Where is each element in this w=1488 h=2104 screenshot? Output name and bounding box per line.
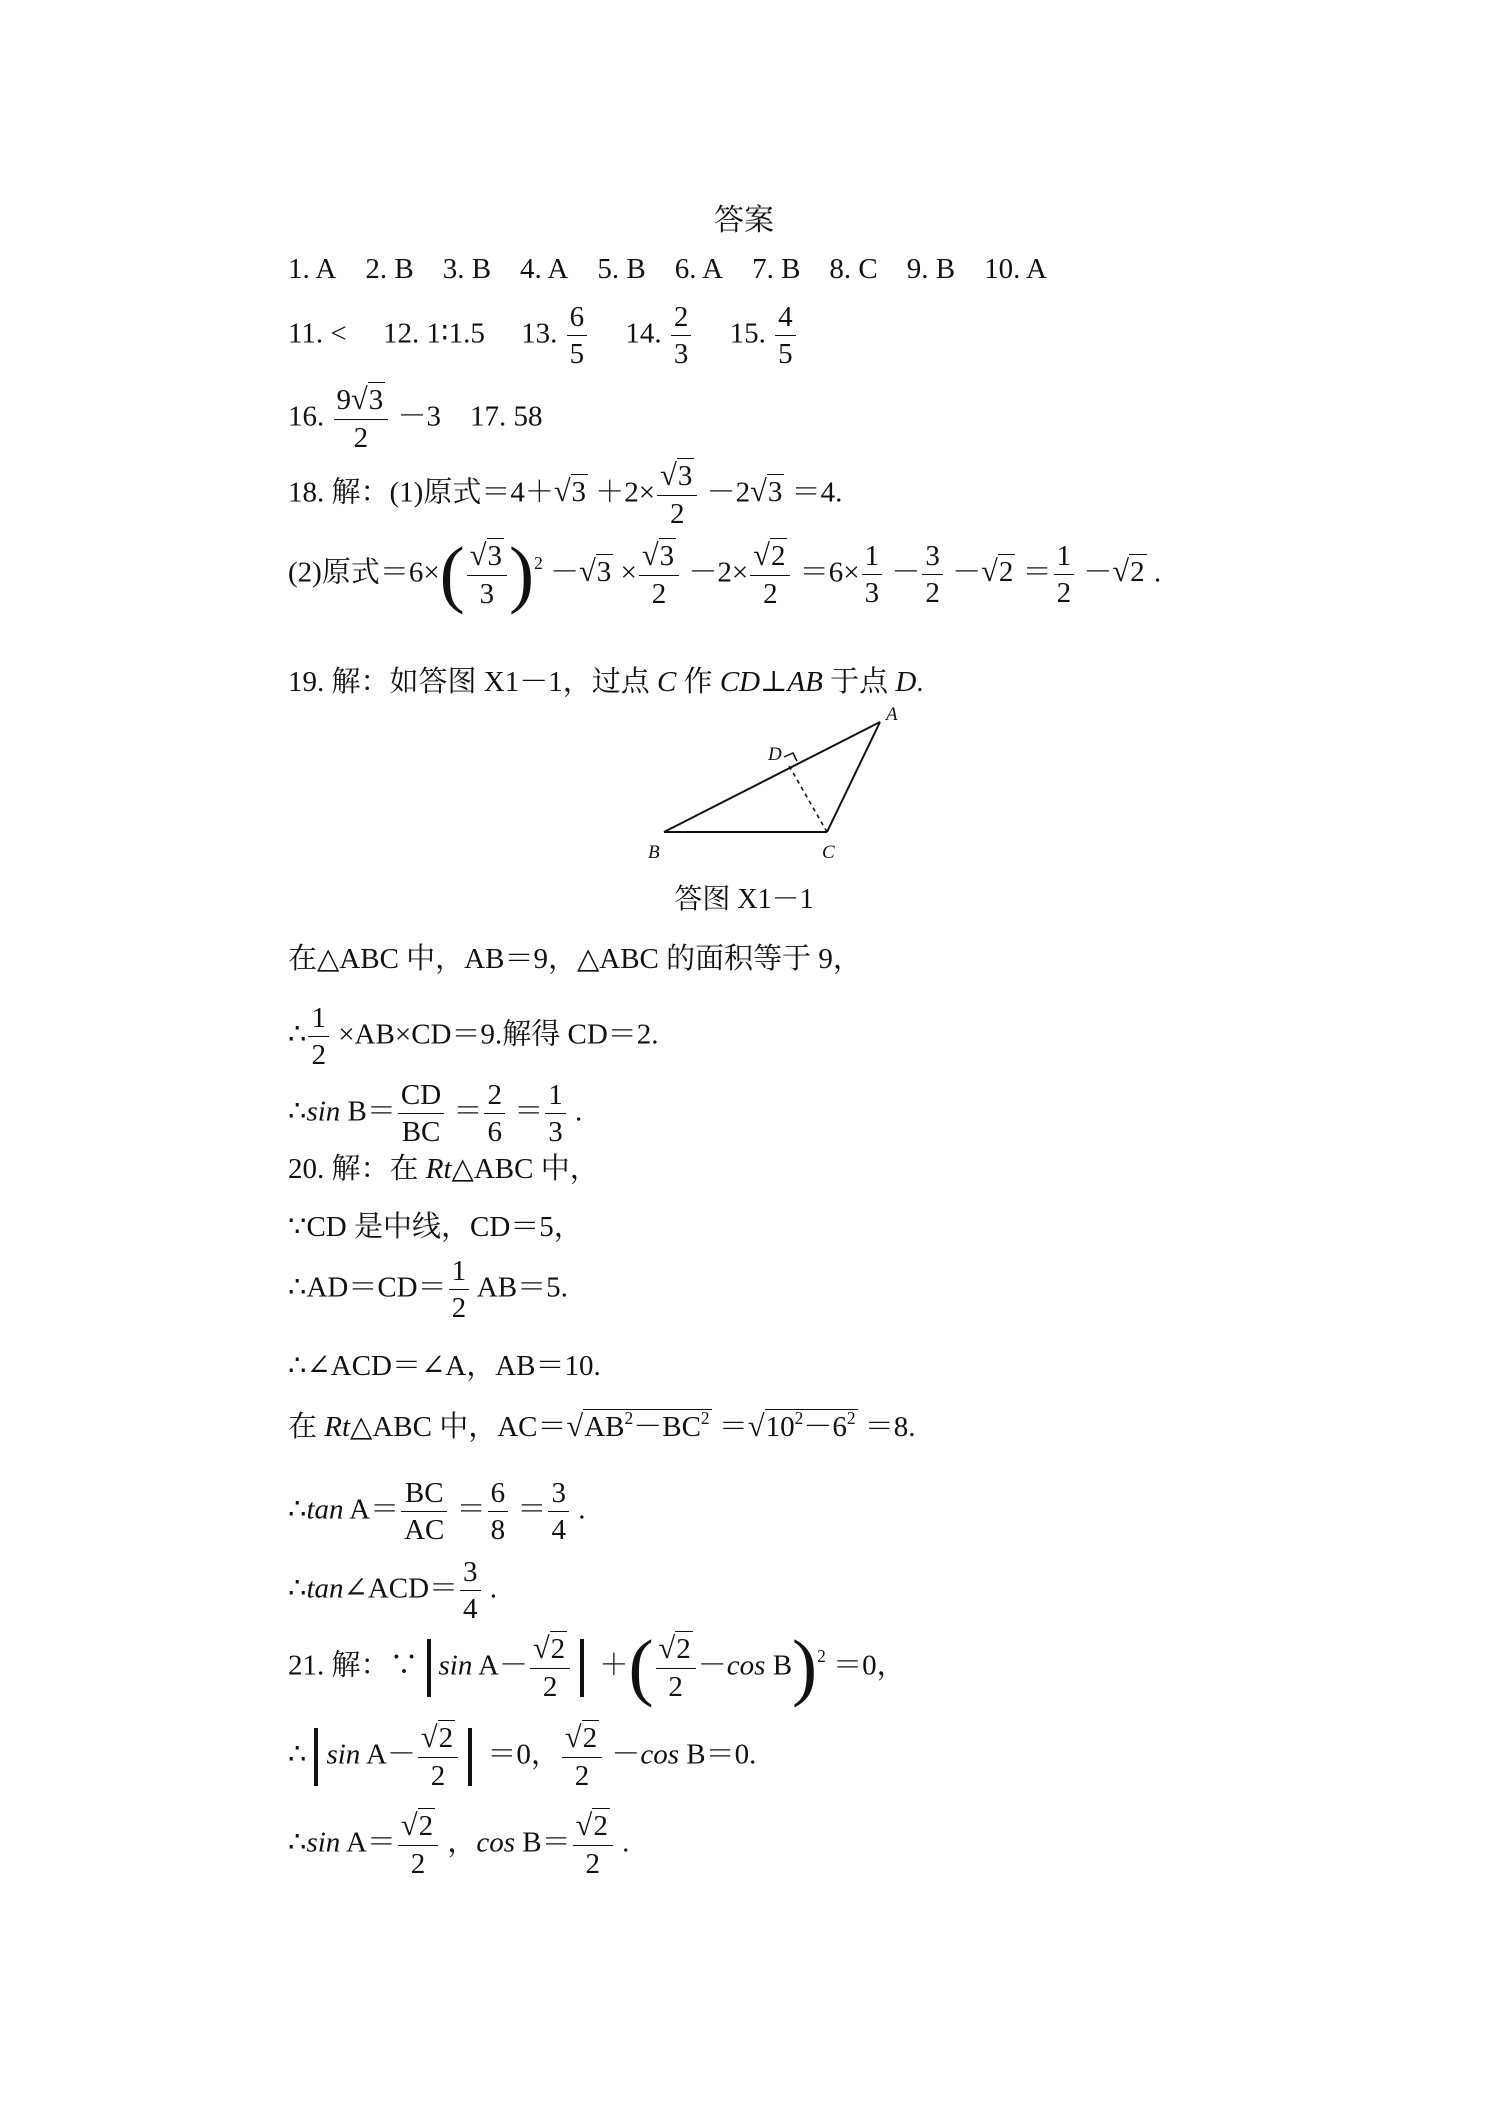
q18-fraction: $\frac{√3}{2}$: [657, 460, 697, 529]
q20-line-2: ∵CD 是中线，CD＝5，: [288, 1211, 583, 1243]
answer-10: 10. A: [984, 253, 1047, 285]
answer-13-label: 13.: [521, 317, 558, 350]
answer-12: 12. 1∶1.5: [383, 317, 485, 350]
answer-9: 9. B: [906, 253, 956, 285]
answer-2: 2. B: [365, 253, 414, 285]
q19-step-2: ∴ $\frac{1}{2}$ ×AB×CD＝9.解得 CD＝2.: [288, 1002, 659, 1072]
side-ab: [664, 722, 880, 832]
label-b: B: [648, 842, 660, 863]
q20-line-1: 20. 解：在 Rt△ABC 中，: [288, 1153, 599, 1185]
figure-caption: 答图 X1－1: [674, 884, 814, 915]
answer-15-fraction: $\frac{4}{5}$: [775, 302, 796, 370]
right-angle-mark: [784, 753, 797, 761]
q18-line-2: (2)原式＝6×( $\frac{√3}{3}$ )$^2$ －√3 × $\frac{√3}{2}$ －2× $\frac{√2}{2}$ ＝6× $\frac{1}{3}$ － $\frac{3}{2}$ －√2 ＝ $\frac{1}{2}$ －√2 .: [288, 532, 1162, 616]
q20-line-6: ∴tan A＝ $\frac{BC}{AC}$ ＝ $\frac{6}{8}$ ＝ $\frac{3}{4}$ .: [288, 1477, 586, 1547]
q18-line-1: 18. 解：(1)原式＝4＋√3 ＋2× $\frac{√3}{2}$ －2√3 ＝4.: [288, 458, 843, 530]
q20-line-4: ∴∠ACD＝∠A，AB＝10.: [288, 1350, 601, 1382]
answer-17: 17. 58: [469, 400, 543, 433]
answer-7: 7. B: [752, 253, 801, 285]
answer-14-fraction: $\frac{2}{3}$: [671, 302, 692, 370]
answer-3: 3. B: [442, 253, 492, 285]
answer-15-label: 15.: [729, 317, 766, 350]
answer-1: 1. A: [288, 253, 337, 285]
triangle-figure: [640, 700, 920, 870]
answer-5: 5. B: [597, 253, 646, 285]
q21-line-2: ∴ sin A－ $\frac{√2}{2}$ ＝0， $\frac{√2}{2}$ －cos B＝0.: [288, 1720, 757, 1792]
q21-line-1: 21. 解：∵ sin A－ $\frac{√2}{2}$ ＋( $\frac{√2}{2}$ －cos B)$^2$ ＝0，: [288, 1625, 906, 1709]
answer-13-fraction: $\frac{6}{5}$: [567, 302, 588, 370]
q20-line-3: ∴AD＝CD＝ $\frac{1}{2}$ AB＝5.: [288, 1255, 568, 1325]
choice-answers-line: [288, 255, 1047, 284]
q20-line-7: ∴tan∠ACD＝ $\frac{3}{4}$ .: [288, 1556, 498, 1626]
altitude-cd: [788, 764, 827, 832]
label-c: C: [822, 842, 835, 863]
side-ca: [827, 722, 880, 832]
answer-4: 4. A: [520, 253, 569, 285]
answer-8: 8. C: [829, 253, 878, 285]
answer-11: 11. <: [288, 317, 347, 350]
q20-line-5: 在 Rt△ABC 中，$AC=√AB^2-BC^2 =√10^2-6^2 =8$.: [288, 1408, 916, 1444]
label-d: D: [768, 744, 782, 765]
answer-16-fraction: $\frac{9√3}{2}$: [334, 384, 389, 453]
q19-step-3: ∴sin B＝ $\frac{CD}{BC}$ ＝ $\frac{2}{6}$ ＝ $\frac{1}{3}$ .: [288, 1079, 583, 1149]
q21-line-3: ∴sin A＝ $\frac{√2}{2}$ ，cos B＝ $\frac{√2}{2}$ .: [288, 1808, 630, 1880]
label-a: A: [886, 704, 898, 725]
answer-16-label: 16.: [288, 400, 325, 433]
fill-answers-line-2: [288, 384, 542, 453]
fill-answers-line-1: [288, 302, 798, 370]
q19-intro: 19. 解：如答图 X1－1，过点 C 作 CD⊥AB 于点 D.: [288, 666, 924, 698]
q19-step-1: 在△ABC 中，AB＝9，△ABC 的面积等于 9，: [288, 943, 862, 975]
answer-16-tail: －3: [397, 400, 441, 433]
answer-6: 6. A: [674, 253, 724, 285]
page-title: 答案: [714, 204, 774, 237]
answer-14-label: 14.: [625, 317, 662, 350]
